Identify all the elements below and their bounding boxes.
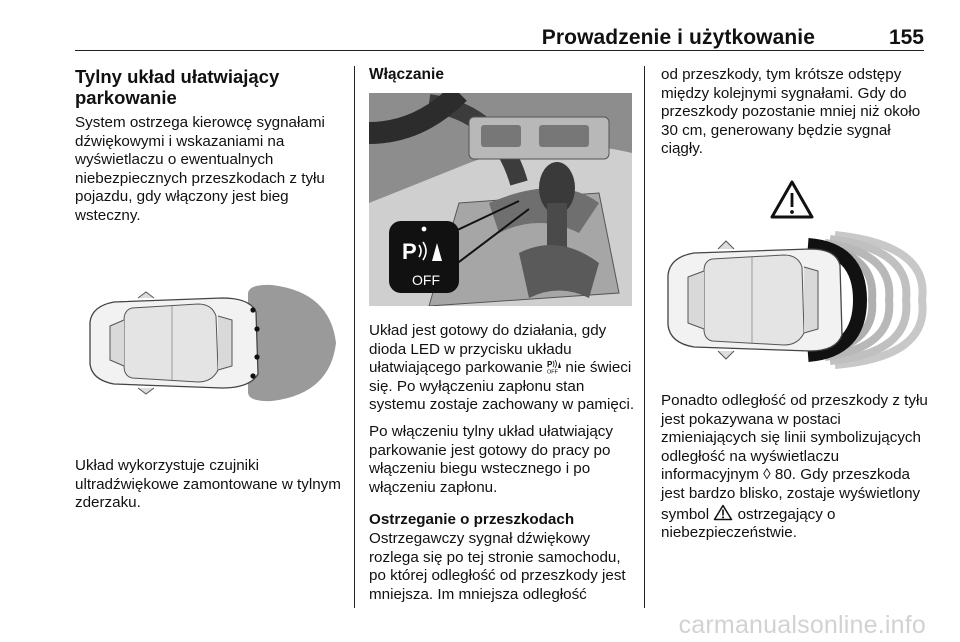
subsection-heading: Włączanie (369, 66, 444, 83)
warning-triangle-icon (772, 182, 812, 217)
park-assist-off-icon (547, 359, 561, 374)
column-1 (75, 66, 345, 226)
sensors-paragraph: Układ wykorzystuje czujniki ultradźwiękowe zamontowane w tylnym zderzaku. (75, 457, 341, 512)
detection-zone (248, 285, 336, 401)
off-label: OFF (412, 272, 440, 288)
column-divider (644, 66, 645, 608)
rear-sensor-car-figure (72, 282, 342, 404)
column-1-bottom (75, 457, 345, 513)
park-assist-button-photo (369, 93, 632, 306)
header-title: Prowadzenie i użytkowanie (541, 26, 815, 49)
svg-text:P: P (547, 360, 553, 370)
svg-text:OFF: OFF (547, 369, 559, 375)
page-reference-icon: ◊ (763, 466, 771, 484)
ready-text-a: Układ jest gotowy do działania, gdy dioda LED w przycisku układu ułatwiającego parkowanie (369, 322, 607, 377)
column-3 (661, 392, 933, 543)
distance-display-figure (660, 175, 930, 385)
header-rule (75, 50, 924, 51)
watermark: carmanualsonline.info (678, 611, 926, 639)
car-top-view (668, 241, 842, 359)
display-text-c: ostrzegający o niebezpieczeństwie. (661, 505, 836, 542)
warning-triangle-icon (713, 504, 733, 521)
activation-paragraph: Po włączeniu tylny układ ułatwiający parkowanie jest gotowy do pracy po włączeniu biegu wstecznego i po włączeniu zapłonu. (369, 422, 613, 496)
warning-paragraph: Ostrzegawczy sygnał dźwiękowy rozlega się po tej stronie samochodu, po której odległość od przeszkody jest mniejsza. Im mniejsza odległość (369, 529, 626, 603)
continuation-paragraph: od przeszkody, tym krótsze odstępy między kolejnymi sygnałami. Gdy do przeszkody pozostanie mniej niż około 30 cm, generowany będzie sygnał ciągły. (661, 66, 921, 158)
intro-paragraph: System ostrzega kierowcę sygnałami dźwiękowymi i wskazaniami na wyświetlaczu o ewentualnych niebezpiecznych przeszkodach z tyłu pojazdu, gdy włączony jest bieg wsteczny. (75, 114, 325, 224)
display-text-b: Gdy przeszkoda jest bardzo blisko, zostaje wyświetlony symbol (661, 466, 921, 523)
ready-text-b: nie świeci się. Po wyłączeniu zapłonu stan systemu zostaje zachowany w pamięci. (369, 359, 635, 414)
display-paragraph (661, 392, 933, 543)
column-2 (369, 322, 637, 604)
column-divider (354, 66, 355, 608)
section-heading: Tylny układ ułatwiający parkowanie (75, 66, 280, 108)
park-assist-icon: P (402, 239, 417, 264)
warning-subheading: Ostrzeganie o przeszkodach (369, 511, 575, 529)
column-2-top (369, 66, 635, 85)
car-top-view (90, 292, 258, 394)
column-3-top (661, 66, 933, 159)
ready-paragraph (369, 322, 637, 415)
page-number: 155 (888, 26, 924, 49)
led-indicator (422, 227, 427, 232)
display-text-a: Ponadto odległość od przeszkody z tyłu jest pokazywana w postaci zmieniających się linii symbolizujących odległość na wyświetlaczu informacyjnym (661, 392, 928, 484)
page-reference-link[interactable]: 80. (774, 466, 797, 484)
